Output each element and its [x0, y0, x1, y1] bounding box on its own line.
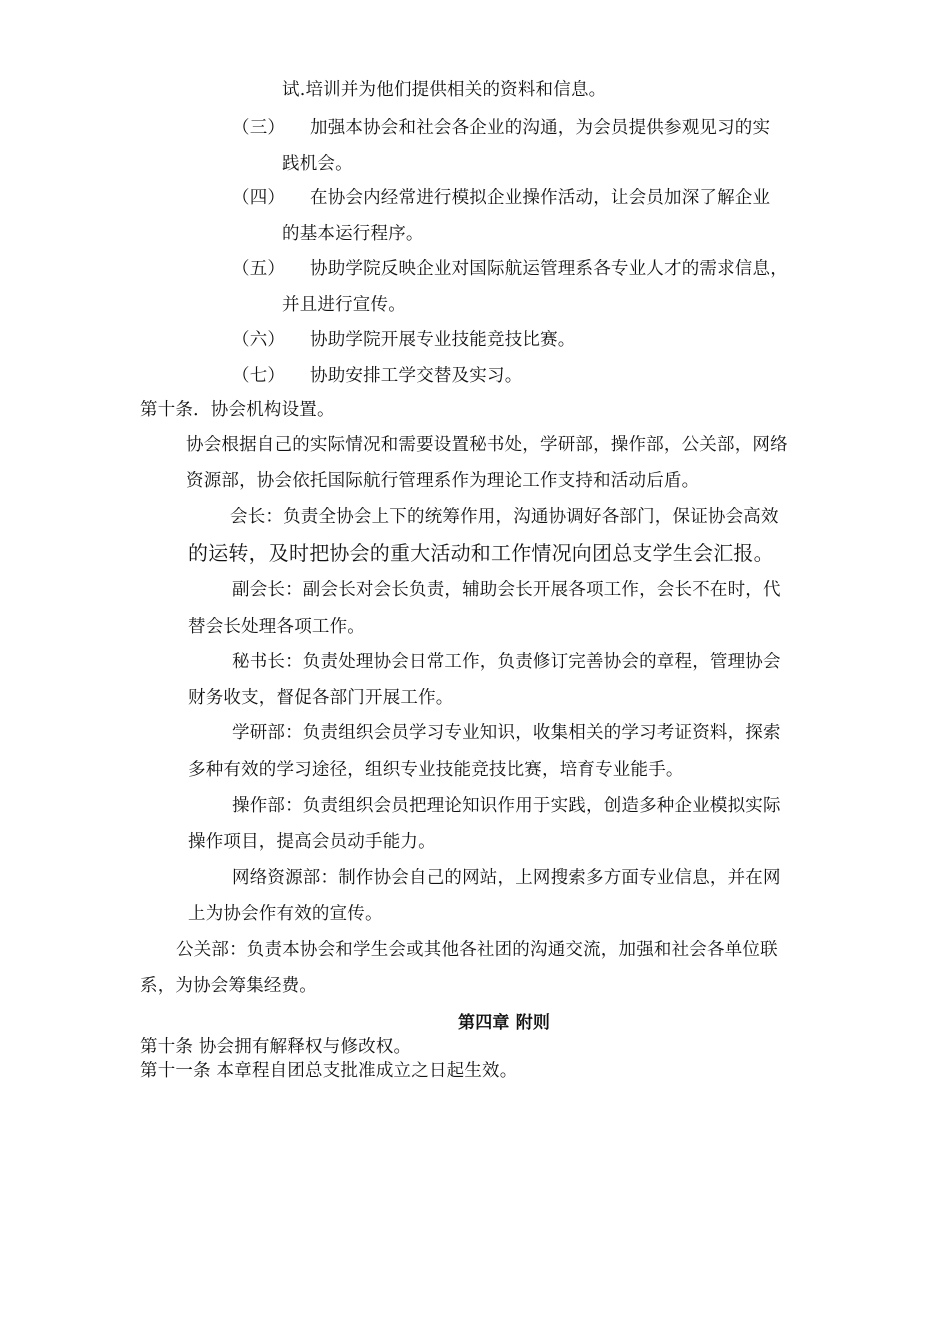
dept-public-relations-cont: 系，为协会筹集经费。 — [140, 976, 317, 996]
list-marker: （三） — [232, 118, 286, 138]
role-president-cont: 的运转，及时把协会的重大活动和工作情况向团总支学生会汇报。 — [188, 541, 774, 565]
list-marker: （五） — [232, 259, 286, 279]
dept-study-cont: 多种有效的学习途径，组织专业技能竞技比赛，培育专业能手。 — [188, 760, 684, 780]
list-item-text: 在协会内经常进行模拟企业操作活动，让会员加深了解企业 — [310, 188, 771, 208]
list-item-5 — [232, 258, 788, 280]
list-item-text: 协助学院开展专业技能竞技比赛。 — [310, 330, 576, 350]
role-secretary-cont: 财务收支，督促各部门开展工作。 — [188, 688, 454, 708]
chapter-4-heading: 第四章 附则 — [458, 1013, 551, 1033]
item-2-continuation: 试.培训并为他们提供相关的资料和信息。 — [282, 80, 607, 100]
list-item-5-cont: 并且进行宣传。 — [282, 295, 406, 315]
dept-network: 网络资源部：制作协会自己的网站，上网搜索多方面专业信息，并在网 — [232, 868, 781, 888]
role-vice-president-cont: 替会长处理各项工作。 — [188, 617, 365, 637]
list-item-7 — [232, 365, 522, 387]
dept-study: 学研部：负责组织会员学习专业知识，收集相关的学习考证资料，探索 — [232, 723, 781, 743]
dept-operations: 操作部：负责组织会员把理论知识作用于实践，创造多种企业模拟实际 — [232, 796, 781, 816]
article-10-intro: 协会根据自己的实际情况和需要设置秘书处，学研部，操作部，公关部，网络 — [186, 435, 788, 455]
list-item-3-cont: 践机会。 — [282, 154, 353, 174]
dept-public-relations: 公关部：负责本协会和学生会或其他各社团的沟通交流，加强和社会各单位联 — [176, 940, 778, 960]
list-item-4 — [232, 187, 770, 209]
dept-operations-cont: 操作项目，提高会员动手能力。 — [188, 832, 436, 852]
article-10-intro-cont: 资源部，协会依托国际航行管理系作为理论工作支持和活动后盾。 — [186, 471, 700, 491]
list-marker: （四） — [232, 188, 286, 208]
list-item-text: 协助学院反映企业对国际航运管理系各专业人才的需求信息， — [310, 259, 788, 279]
list-marker: （六） — [232, 330, 286, 350]
role-president: 会长：负责全协会上下的统筹作用，沟通协调好各部门，保证协会高效 — [230, 507, 779, 527]
chapter-4-article-10: 第十条 协会拥有解释权与修改权。 — [140, 1037, 412, 1057]
list-marker: （七） — [232, 366, 286, 386]
dept-network-cont: 上为协会作有效的宣传。 — [188, 904, 383, 924]
chapter-4-article-11: 第十一条 本章程自团总支批准成立之日起生效。 — [140, 1061, 518, 1081]
article-10-title: 第十条．协会机构设置。 — [140, 400, 335, 420]
list-item-6 — [232, 329, 576, 351]
list-item-3 — [232, 117, 770, 139]
role-vice-president: 副会长：副会长对会长负责，辅助会长开展各项工作，会长不在时，代 — [232, 580, 781, 600]
list-item-4-cont: 的基本运行程序。 — [282, 224, 424, 244]
role-secretary: 秘书长：负责处理协会日常工作，负责修订完善协会的章程，管理协会 — [232, 652, 781, 672]
list-item-text: 协助安排工学交替及实习。 — [310, 366, 523, 386]
list-item-text: 加强本协会和社会各企业的沟通，为会员提供参观见习的实 — [310, 118, 771, 138]
